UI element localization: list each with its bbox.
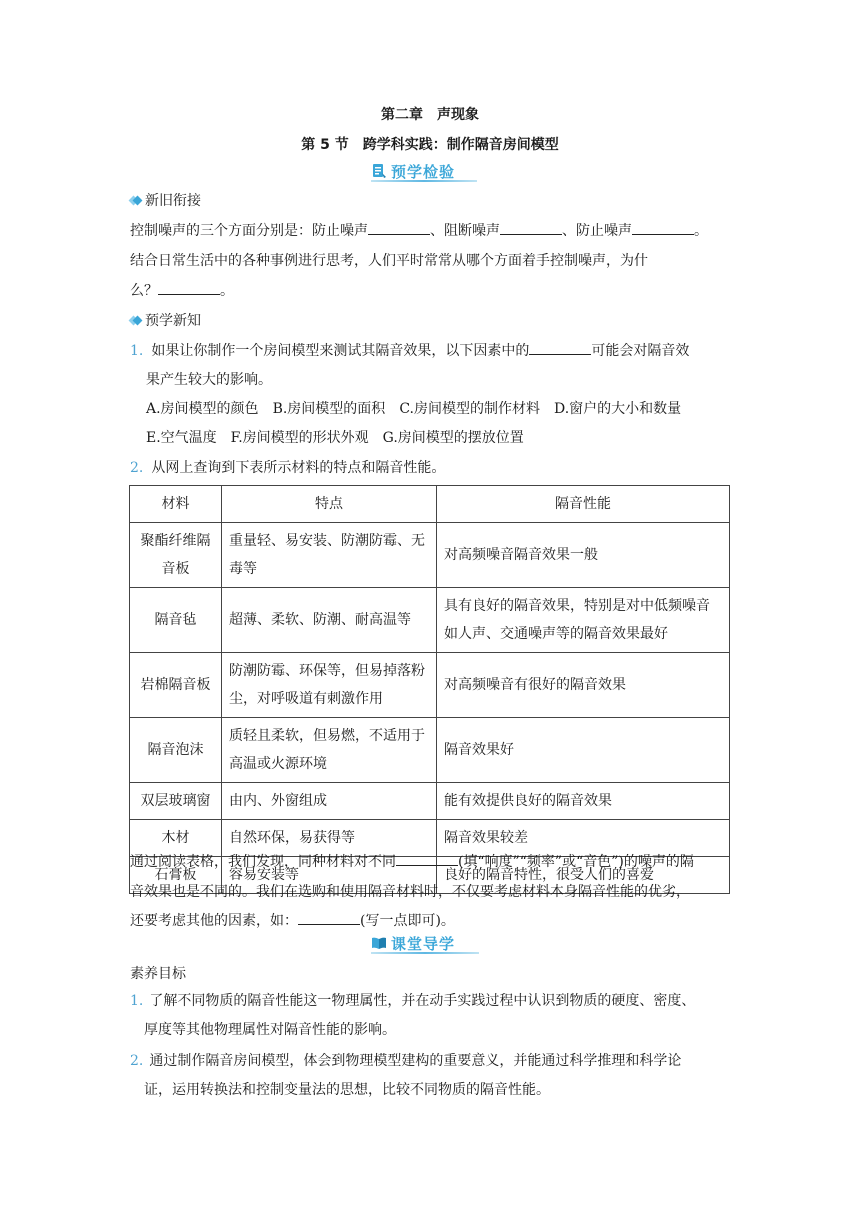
answer-blank[interactable] (298, 910, 360, 925)
table-cell: 聚酯纤维隔音板 (130, 523, 222, 588)
question-2-line: 2. 从网上查询到下表所示材料的特点和隔音性能。 (130, 460, 446, 476)
table-cell: 重量轻、易安装、防潮防霉、无毒等 (222, 523, 437, 588)
question-1-line-1: 1. 如果让你制作一个房间模型来测试其隔音效果，以下因素中的 可能会对隔音效 (130, 340, 734, 360)
goal-item-1: 1. 了解不同物质的隔音性能这一物理属性，并在动手实践过程中认识到物质的硬度、密度、 厚度等其他物理属性对隔音性能的影响。 (130, 993, 696, 1038)
review-line-1: 控制噪声的三个方面分别是：防止噪声 、阻断噪声 、防止噪声 。 (130, 220, 734, 240)
banner-label: 预学检验 (391, 162, 456, 181)
table-cell: 具有良好的隔音效果，特别是对中低频噪音如人声、交通噪声等的隔音效果最好 (437, 588, 730, 653)
open-book-icon (371, 935, 387, 951)
table-cell: 对高频噪音隔音效果一般 (437, 523, 730, 588)
section-title: 第 5 节 跨学科实践：制作隔音房间模型 (301, 137, 559, 153)
banner-preview-check (371, 160, 477, 182)
diamond-bullet-icon (130, 195, 141, 206)
option-c[interactable]: C.房间模型的制作材料 (399, 401, 540, 417)
table-row (130, 783, 730, 820)
table-cell: 防潮防霉、环保等，但易掉落粉尘，对呼吸道有刺激作用 (222, 653, 437, 718)
subheading-label: 新旧衔接 (145, 193, 201, 209)
table-cell: 隔音效果较差 (437, 820, 730, 857)
table-header-row (130, 486, 730, 523)
banner-underline (371, 952, 479, 954)
table-cell: 石膏板 (130, 857, 222, 894)
option-g[interactable]: G.房间模型的摆放位置 (382, 430, 524, 446)
table-cell: 木材 (130, 820, 222, 857)
table-cell: 超薄、柔软、防潮、耐高温等 (222, 588, 437, 653)
table-header: 材料 (130, 486, 222, 523)
table-cell: 由内、外窗组成 (222, 783, 437, 820)
table-header: 特点 (222, 486, 437, 523)
option-e[interactable]: E.空气温度 (146, 430, 217, 446)
answer-blank[interactable] (500, 220, 562, 235)
table-cell: 良好的隔音特性，很受人们的喜爱 (437, 857, 730, 894)
question-1-options-row-2 (146, 427, 750, 447)
table-cell: 容易安装等 (222, 857, 437, 894)
table-cell: 隔音毡 (130, 588, 222, 653)
diamond-bullet-icon (130, 315, 141, 326)
answer-blank[interactable] (158, 280, 220, 295)
table-cell: 岩棉隔音板 (130, 653, 222, 718)
review-line-3: 么？ 。 (130, 280, 734, 300)
chapter-title: 第二章 声现象 (381, 107, 479, 123)
review-line-2: 结合日常生活中的各种事例进行思考，人们平时常常从哪个方面着手控制噪声，为什 (130, 253, 648, 269)
document-icon (371, 163, 387, 179)
table-cell: 自然环保，易获得等 (222, 820, 437, 857)
question-1-options-row-1 (146, 398, 750, 418)
goals-title: 素养目标 (130, 966, 186, 982)
answer-blank[interactable] (368, 220, 430, 235)
table-row (130, 653, 730, 718)
table-cell: 隔音效果好 (437, 718, 730, 783)
table-cell: 双层玻璃窗 (130, 783, 222, 820)
banner-underline (371, 180, 477, 182)
answer-blank[interactable] (396, 851, 458, 866)
subheading-review (130, 190, 201, 210)
banner-label: 课堂导学 (391, 934, 456, 953)
option-f[interactable]: F.房间模型的形状外观 (230, 430, 369, 446)
materials-table (129, 485, 730, 894)
table-header: 隔音性能 (437, 486, 730, 523)
table-row (130, 523, 730, 588)
table-cell: 对高频噪音有很好的隔音效果 (437, 653, 730, 718)
goal-item-2: 2. 通过制作隔音房间模型，体会到物理模型建构的重要意义，并能通过科学推理和科学论 证，运用转换法和控制变量法的思想，比较不同物质的隔音性能。 (130, 1053, 682, 1098)
analysis-line-3: 还要考虑其他的因素，如： (写一点即可)。 (130, 910, 734, 930)
table-row (130, 588, 730, 653)
table-cell: 能有效提供良好的隔音效果 (437, 783, 730, 820)
table-cell: 隔音泡沫 (130, 718, 222, 783)
option-b[interactable]: B.房间模型的面积 (272, 401, 386, 417)
table-cell: 质轻且柔软，但易燃，不适用于高温或火源环境 (222, 718, 437, 783)
banner-classroom-guide (371, 932, 479, 954)
question-1-line-2: 果产生较大的影响。 (146, 372, 272, 388)
analysis-line-2: 音效果也是不同的。我们在选购和使用隔音材料时，不仅要考虑材料本身隔音性能的优劣， (130, 884, 690, 900)
answer-blank[interactable] (632, 220, 694, 235)
subheading-new-knowledge (130, 310, 201, 330)
answer-blank[interactable] (529, 340, 591, 355)
table-row (130, 718, 730, 783)
option-d[interactable]: D.窗户的大小和数量 (553, 401, 682, 417)
option-a[interactable]: A.房间模型的颜色 (146, 401, 259, 417)
analysis-line-1: 通过阅读表格，我们发现，同种材料对不同 (填“响度”“频率”或“音色”)的噪声的隔 (130, 851, 734, 871)
subheading-label: 预学新知 (145, 313, 201, 329)
